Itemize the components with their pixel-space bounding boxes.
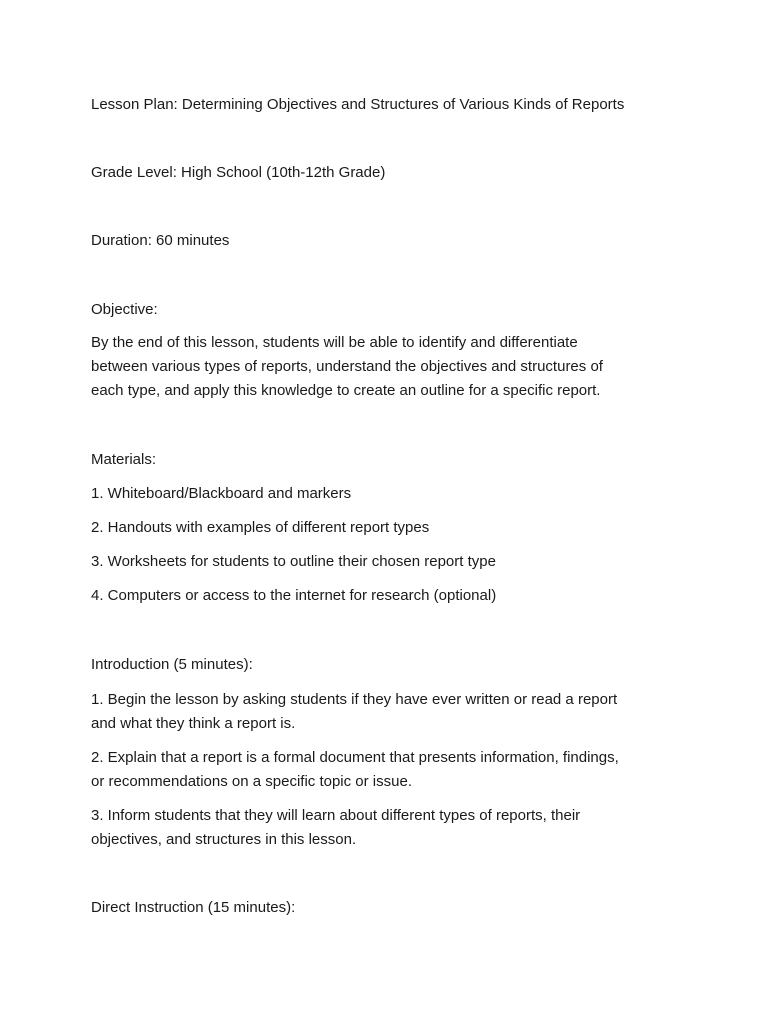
introduction-item	[91, 746, 691, 794]
duration: Duration: 60 minutes	[91, 232, 230, 249]
objective-line: By the end of this lesson, students will be able to identify and differentiate	[91, 334, 578, 351]
introduction-heading: Introduction (5 minutes):	[91, 656, 253, 673]
introduction-line: or recommendations on a specific topic or issue.	[91, 773, 412, 790]
introduction-item	[91, 804, 691, 852]
document-title: Lesson Plan: Determining Objectives and Structures of Various Kinds of Reports	[91, 96, 625, 113]
introduction-line: 3. Inform students that they will learn about different types of reports, their	[91, 807, 581, 824]
objective-line: each type, and apply this knowledge to create an outline for a specific report.	[91, 382, 601, 399]
materials-item: 2. Handouts with examples of different report types	[91, 519, 430, 536]
objective-line: between various types of reports, understand the objectives and structures of	[91, 358, 603, 375]
materials-item: 3. Worksheets for students to outline their chosen report type	[91, 553, 496, 570]
grade-level: Grade Level: High School (10th-12th Grade)	[91, 164, 386, 181]
introduction-line: and what they think a report is.	[91, 715, 296, 732]
objective-paragraph	[91, 331, 691, 403]
introduction-line: 2. Explain that a report is a formal document that presents information, findings,	[91, 749, 619, 766]
introduction-line: objectives, and structures in this lesson.	[91, 831, 357, 848]
direct-instruction-heading: Direct Instruction (15 minutes):	[91, 899, 296, 916]
introduction-line: 1. Begin the lesson by asking students if they have ever written or read a report	[91, 691, 618, 708]
materials-item: 1. Whiteboard/Blackboard and markers	[91, 485, 352, 502]
materials-heading: Materials:	[91, 451, 157, 468]
objective-heading: Objective:	[91, 301, 158, 318]
introduction-item	[91, 688, 691, 736]
materials-item: 4. Computers or access to the internet for research (optional)	[91, 587, 497, 604]
